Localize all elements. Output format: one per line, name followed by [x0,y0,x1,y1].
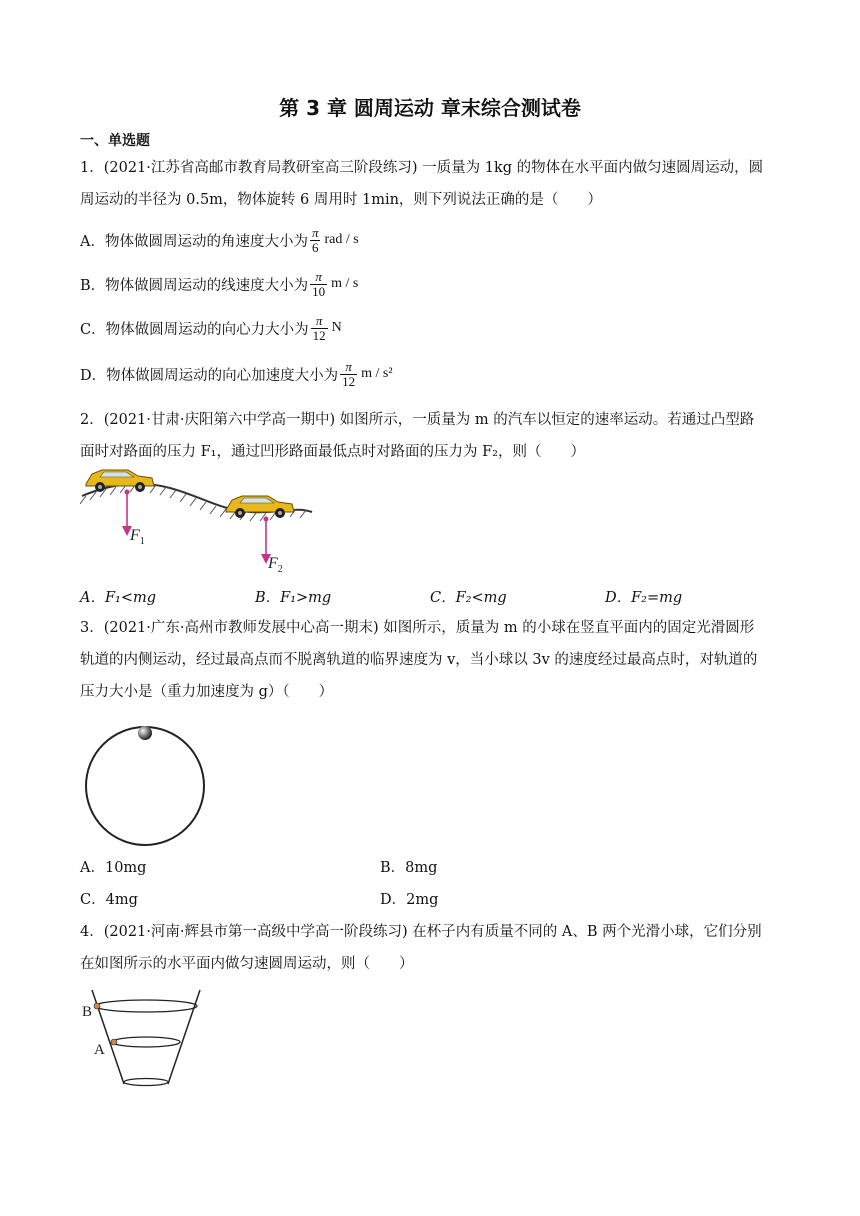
question-2-option-d: D．F₂=mg [605,590,683,606]
question-3-option-c: C．4mg [80,892,138,908]
question-1-line-2: 周运动的半径为 0.5m，物体旋转 6 周用时 1min，则下列说法正确的是（ ） [80,192,602,208]
ball-b-icon [94,1003,100,1009]
road-cars-figure [80,462,320,580]
question-2-option-c: C．F₂<mg [430,590,507,606]
car-1-icon [86,470,154,492]
question-2-line-2: 面时对路面的压力 F₁，通过凹形路面最低点时对路面的压力为 F₂，则（ ） [80,444,585,460]
section-heading: 一、单选题 [80,133,150,149]
car-2-icon [226,496,294,518]
question-1-option-b: B．物体做圆周运动的线速度大小为 $\frac{\pi}{10}$ m / s [80,268,359,299]
question-4-line-2: 在如图所示的水平面内做匀速圆周运动，则（ ） [80,956,414,972]
fraction: $\frac{\pi}{12}$ [342,358,356,389]
fraction: $\frac{\pi}{10}$ [312,268,326,299]
ball-a-icon [111,1039,117,1045]
fraction: $\frac{\pi}{12}$ [312,312,326,343]
question-3-line-3: 压力大小是（重力加速度为 g）（ ） [80,684,334,700]
question-3-options-row-2 [80,888,680,909]
fraction: $\frac{\pi}{6}$ [311,224,319,255]
f2-label: $F_2$ [268,555,283,575]
question-1-option-a: A．物体做圆周运动的角速度大小为 $\frac{\pi}{6}$ rad / s [80,224,359,255]
label-a: A [94,1042,105,1058]
question-4-stem [80,916,785,980]
cup-figure [80,986,210,1090]
circular-track-figure [80,718,220,848]
question-2-option-b: B．F₁>mg [255,590,332,606]
question-1-stem [80,152,785,216]
question-2-stem [80,404,785,468]
question-3-options-row-1 [80,856,680,877]
orbit-b [95,1000,197,1012]
question-3-stem [80,612,785,708]
page-title: 第 3 章 圆周运动 章末综合测试卷 [279,96,581,120]
f1-label: $F_1$ [130,527,145,547]
question-3-option-a: A．10mg [80,860,147,876]
circular-track [86,727,204,845]
ball-icon [138,726,152,740]
label-b: B [82,1004,93,1020]
question-3-line-1: 3．(2021·广东·高州市教师发展中心高一期末) 如图所示，质量为 m 的小球在竖直平面内的固定光滑圆形 [80,620,755,636]
question-1-option-c: C．物体做圆周运动的向心力大小为 $\frac{\pi}{12}$ N [80,312,342,343]
question-2-line-1: 2．(2021·甘肃·庆阳第六中学高一期中) 如图所示，一质量为 m 的汽车以恒定的速率运动。若通过凸型路 [80,412,755,428]
question-3-option-d: D．2mg [380,892,439,908]
question-1-line-1: 1．(2021·江苏省高邮市教育局教研室高三阶段练习) 一质量为 1kg 的物体在水平面内做匀速圆周运动，圆 [80,160,764,176]
question-2-option-a: A．F₁<mg [80,590,157,606]
question-3-option-b: B．8mg [380,860,438,876]
question-1-option-d: D．物体做圆周运动的向心加速度大小为 $\frac{\pi}{12}$ m / s² [80,358,393,389]
question-4-line-1: 4．(2021·河南·辉县市第一高级中学高一阶段练习) 在杯子内有质量不同的 A、B 两个光滑小球，它们分别 [80,924,762,940]
question-3-line-2: 轨道的内侧运动，经过最高点而不脱离轨道的临界速度为 v，当小球以 3v 的速度经过最高点时，对轨道的 [80,652,758,668]
orbit-a [112,1037,180,1047]
question-2-options [80,586,780,607]
